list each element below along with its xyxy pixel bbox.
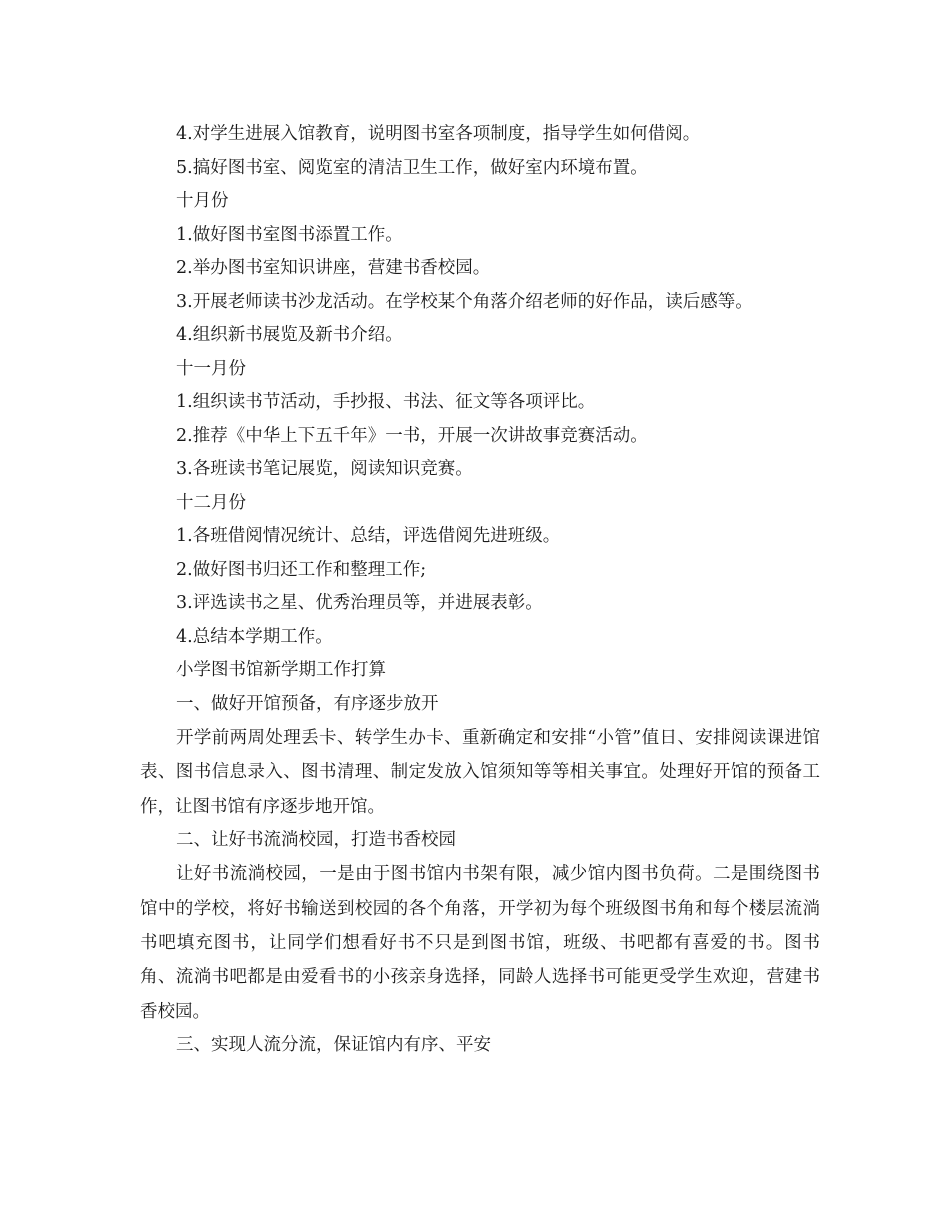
- text-line: 3.各班读书笔记展览，阅读知识竞赛。: [176, 459, 473, 479]
- text-line: 1.组织读书节活动，手抄报、书法、征文等各项评比。: [176, 392, 596, 412]
- text-line: 3.开展老师读书沙龙活动。在学校某个角落介绍老师的好作品，读后感等。: [176, 291, 753, 312]
- text-line: 1.做好图书室图书添置工作。: [176, 224, 403, 245]
- paragraph-2: 让好书流淌校园，一是由于图书馆内书架有限，减少馆内图书负荷。二是围绕图书馆中的学校，将好书输送到校园的各个角落，开学初为每个班级图书角和每个楼层流淌书吧填充图书，让同学们想看好书不只是到图书馆，班级、书吧都有喜爱的书。图书角、流淌书吧都是由爱看书的小孩亲身选择，同龄人选择书可能更受学生欢迎，营建书香校园。: [140, 864, 820, 1022]
- section-heading-3: 三、实现人流分流，保证馆内有序、平安: [176, 1034, 491, 1055]
- document-body: [140, 118, 820, 1062]
- text-line: 2.推荐《中华上下五千年》一书，开展一次讲故事竞赛活动。: [176, 425, 648, 446]
- section-heading-november: 十一月份: [176, 358, 246, 379]
- document-title: 小学图书馆新学期工作打算: [176, 660, 386, 680]
- text-line: 3.评选读书之星、优秀治理员等，并进展表彰。: [176, 593, 543, 613]
- text-line: 4.对学生进展入馆教育，说明图书室各项制度，指导学生如何借阅。: [176, 124, 701, 144]
- section-heading-1: 一、做好开馆预备，有序逐步放开: [176, 693, 439, 714]
- text-line: 2.做好图书归还工作和整理工作;: [176, 559, 427, 580]
- text-line: 1.各班借阅情况统计、总结，评选借阅先进班级。: [176, 526, 561, 546]
- text-line: 2.举办图书室知识讲座，营建书香校园。: [176, 258, 491, 278]
- text-line: 5.搞好图书室、阅览室的清洁卫生工作，做好室内环境布置。: [176, 157, 648, 178]
- paragraph-1: 开学前两周处理丢卡、转学生办卡、重新确定和安排“小管”值日、安排阅读课进馆表、图书信息录入、图书清理、制定发放入馆须知等等相关事宜。处理好开馆的预备工作，让图书馆有序逐步地开馆。: [140, 728, 820, 817]
- section-heading-october: 十月份: [176, 191, 229, 211]
- text-line: 4.组织新书展览及新书介绍。: [176, 325, 403, 345]
- section-heading-2: 二、让好书流淌校园，打造书香校园: [176, 829, 456, 850]
- text-line: 4.总结本学期工作。: [176, 626, 333, 647]
- section-heading-december: 十二月份: [176, 492, 246, 513]
